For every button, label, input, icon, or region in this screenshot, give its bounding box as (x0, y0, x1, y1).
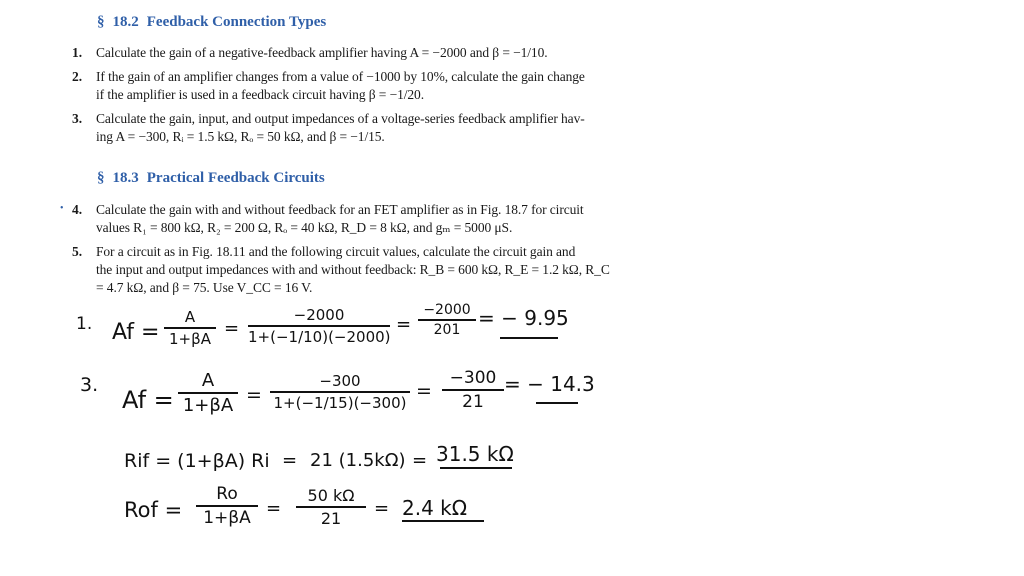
problem-text-line: For a circuit as in Fig. 18.11 and the following circuit values, calculate the circuit gain and (96, 244, 576, 259)
hw-solution-3-fraction-1 (178, 370, 238, 416)
hw-solution-3-result: = − 14.3 (504, 372, 595, 396)
hw-solution-1-fraction-3 (418, 302, 476, 338)
hw-equals: = (374, 498, 390, 519)
hw-rif-lhs: Rif = (1+βA) Ri (124, 450, 270, 472)
hw-solution-1-fraction-2 (248, 306, 390, 346)
hw-solution-3-fraction-2 (270, 372, 410, 412)
numerator: −2000 (293, 306, 345, 324)
problem-text-line: = 4.7 kΩ, and β = 75. Use V_CC = 16 V. (96, 280, 313, 295)
numerator: Ro (216, 484, 238, 504)
hw-equals: = (282, 450, 298, 471)
problem-text-line: Calculate the gain with and without feedback for an FET amplifier as in Fig. 18.7 for circuit (96, 202, 584, 217)
problem-text-line: If the gain of an amplifier changes from a value of −1000 by 10%, calculate the gain change (96, 69, 585, 84)
problem-text-line: Calculate the gain, input, and output impedances of a voltage-series feedback amplifier hav- (96, 111, 585, 126)
hw-solution-3-fraction-3 (442, 368, 504, 412)
hw-equals: = (416, 380, 432, 402)
numerator: A (184, 308, 196, 326)
hw-rif-substitution: 21 (1.5kΩ) (310, 450, 406, 471)
denominator: 1+(−1/10)(−2000) (248, 328, 391, 346)
denominator: 1+βA (169, 330, 211, 348)
problem-text-line: values R₁ = 800 kΩ, R₂ = 200 Ω, Rₒ = 40 kΩ, R_D = 8 kΩ, and gₘ = 5000 μS. (96, 220, 513, 235)
section-heading-18-3 (97, 170, 325, 187)
problem-number: 5. (72, 244, 83, 259)
hw-equals: = (224, 318, 240, 339)
result-underline (440, 467, 512, 469)
hw-solution-1-label: 1. (76, 314, 93, 334)
result-underline (500, 337, 558, 339)
denominator: 1+βA (203, 508, 251, 528)
numerator: 50 kΩ (307, 486, 355, 505)
hw-equals: = (412, 450, 428, 471)
fraction-bar (248, 325, 390, 327)
fraction-bar (178, 392, 238, 394)
denominator: 21 (462, 392, 484, 412)
hw-equals: = (396, 314, 412, 335)
denominator: 21 (320, 509, 342, 528)
problem-text-line: Calculate the gain of a negative-feedback amplifier having A = −2000 and β = −1/10. (96, 45, 548, 60)
hw-solution-3-label: 3. (80, 374, 99, 396)
problem-number: 1. (72, 45, 83, 60)
denominator: 201 (433, 322, 461, 338)
numerator: −300 (449, 368, 497, 388)
section-number: 18.2 (112, 14, 139, 30)
section-mark: § (97, 14, 105, 30)
fraction-bar (270, 391, 410, 393)
fraction-bar (442, 389, 504, 391)
hw-equals: = (266, 498, 282, 519)
section-heading-18-2 (97, 14, 326, 31)
denominator: 1+(−1/15)(−300) (273, 394, 407, 412)
hw-rof-result: 2.4 kΩ (402, 496, 468, 520)
problem-number: 2. (72, 69, 83, 84)
hw-equals: = (246, 384, 262, 406)
hw-solution-3-lhs: Af = (122, 386, 174, 414)
fraction-bar (164, 327, 216, 329)
numerator: A (201, 370, 215, 391)
result-underline (536, 402, 578, 404)
hw-solution-1-fraction-1 (164, 308, 216, 348)
section-title: Practical Feedback Circuits (146, 170, 325, 186)
problem-text-line: if the amplifier is used in a feedback circuit having β = −1/20. (96, 87, 424, 102)
result-underline (402, 520, 484, 522)
hw-rif-result: 31.5 kΩ (436, 442, 514, 466)
denominator: 1+βA (182, 395, 234, 416)
hw-solution-1-result: = − 9.95 (478, 306, 569, 330)
problem-number: 3. (72, 111, 83, 126)
hw-rof-lhs: Rof = (124, 498, 183, 522)
section-number: 18.3 (112, 170, 139, 186)
hw-rof-fraction-1 (196, 484, 258, 528)
hw-solution-1-lhs: Af = (112, 320, 160, 345)
section-mark: § (97, 170, 105, 186)
fraction-bar (196, 505, 258, 507)
numerator: −300 (319, 372, 361, 390)
bullet-marker: • (60, 203, 64, 214)
hw-rof-fraction-2 (296, 486, 366, 528)
numerator: −2000 (423, 302, 471, 318)
problem-text-line: ing A = −300, Rᵢ = 1.5 kΩ, Rₒ = 50 kΩ, and β = −1/15. (96, 129, 385, 144)
section-title: Feedback Connection Types (146, 14, 327, 30)
problem-text-line: the input and output impedances with and without feedback: R_B = 600 kΩ, R_E = 1.2 kΩ, R_C (96, 262, 610, 277)
problem-number: 4. (72, 202, 83, 217)
fraction-bar (296, 506, 366, 508)
fraction-bar (418, 319, 476, 321)
